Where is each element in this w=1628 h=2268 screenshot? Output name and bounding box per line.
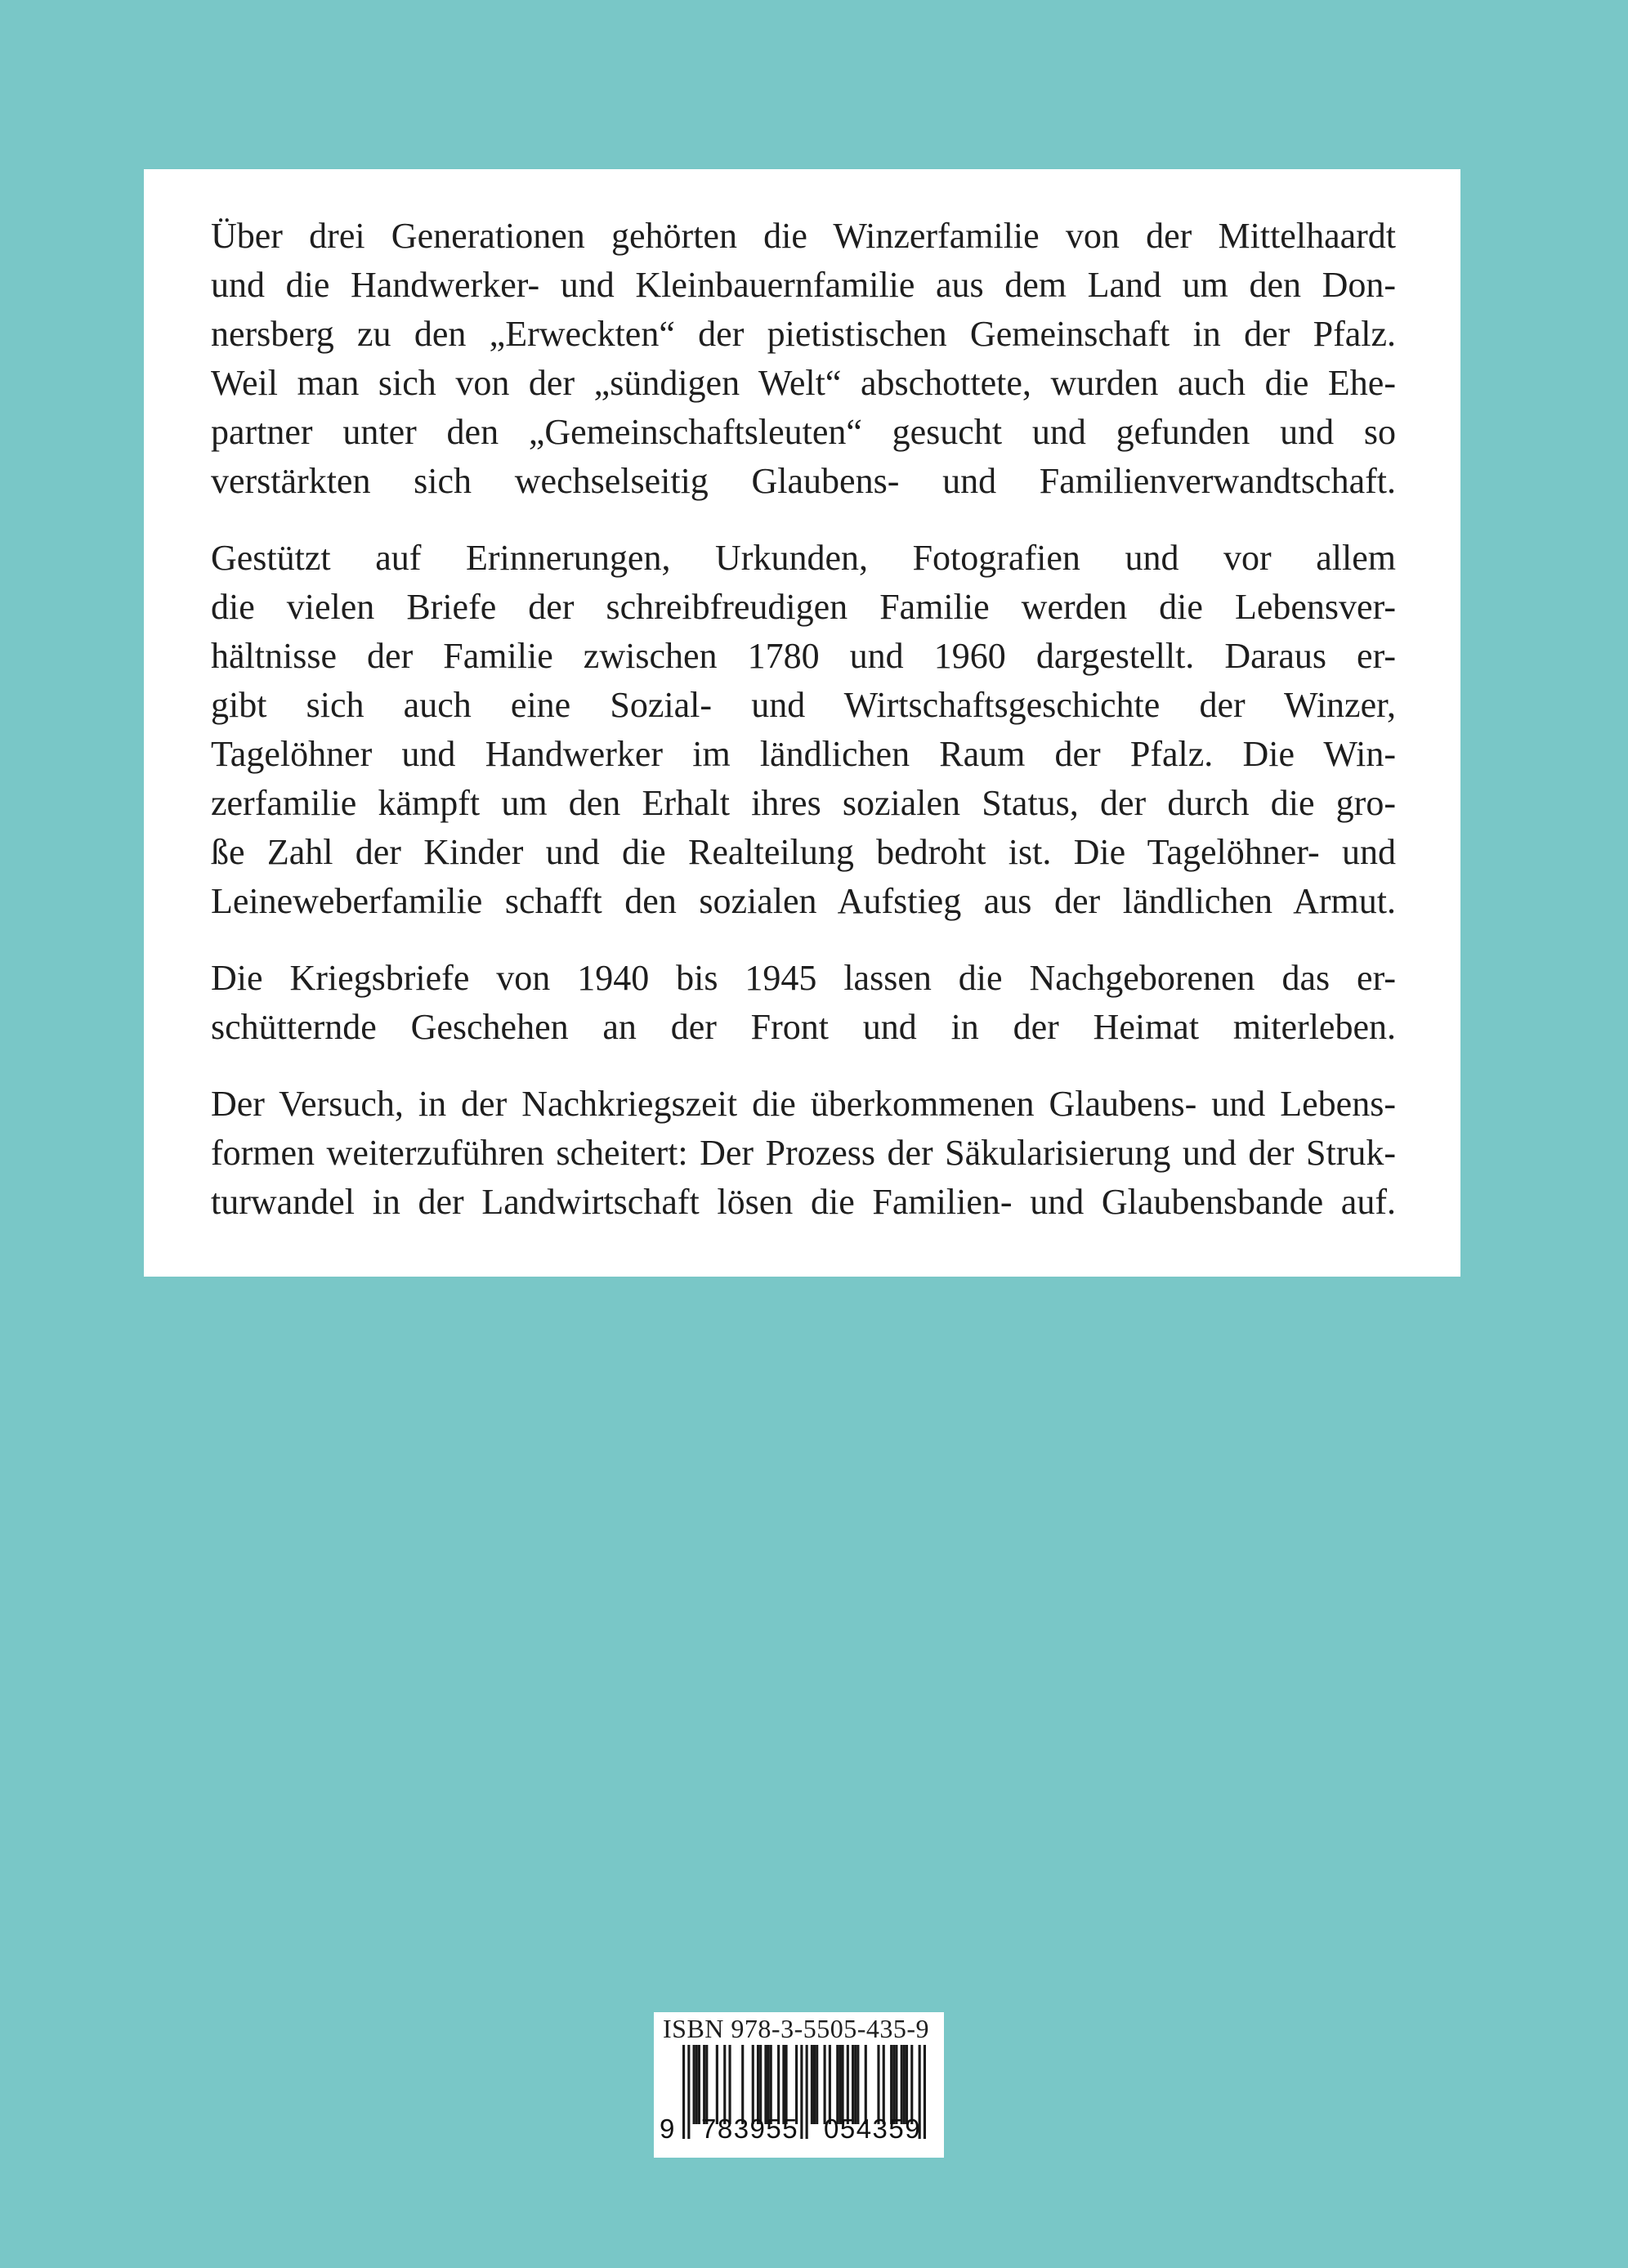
barcode-bar	[856, 2045, 859, 2124]
barcode-bar	[865, 2045, 867, 2124]
barcode-bar	[759, 2045, 762, 2124]
isbn-barcode	[654, 2012, 944, 2158]
text-line: verstärkten sich wechselseitig Glaubens- und Familienverwandtschaft.	[211, 461, 1396, 501]
text-line: nersberg zu den „Erweckten“ der pietistischen Gemeinschaft in der Pfalz.	[211, 314, 1396, 354]
barcode-bar	[687, 2045, 690, 2139]
barcode-bar	[910, 2045, 913, 2124]
barcode-bar	[752, 2045, 754, 2124]
barcode-bar	[813, 2045, 816, 2124]
blurb-paragraph	[211, 534, 1396, 926]
barcode-bar	[890, 2045, 892, 2124]
text-line: Gestützt auf Erinnerungen, Urkunden, Fotografien und vor allem	[211, 538, 1396, 578]
text-line: Die Kriegsbriefe von 1940 bis 1945 lassen die Nachgeborenen das er-	[211, 958, 1396, 998]
barcode-bar	[892, 2045, 895, 2124]
blurb-panel	[144, 169, 1460, 1277]
blurb-paragraph	[211, 1080, 1396, 1227]
text-line: Der Versuch, in der Nachkriegszeit die überkommenen Glaubens- und Lebens-	[211, 1084, 1396, 1124]
barcode-bar	[824, 2045, 826, 2124]
blurb-paragraph	[211, 954, 1396, 1052]
barcode-bar	[895, 2045, 897, 2124]
barcode-bar	[795, 2045, 798, 2124]
text-line: partner unter den „Gemeinschaftsleuten“ gesucht und gefunden und so	[211, 412, 1396, 452]
isbn-label: ISBN 978-3-5505-435-9	[663, 2014, 930, 2043]
barcode-bar	[785, 2045, 787, 2124]
barcode-bar	[903, 2045, 906, 2124]
barcode-bar	[693, 2045, 695, 2124]
text-line: schütternde Geschehen an der Front und in der Heimat miterleben.	[211, 1007, 1396, 1047]
text-line: turwandel in der Landwirtschaft lösen die Familien- und Glaubensbande auf.	[211, 1182, 1396, 1222]
barcode-bar	[877, 2045, 879, 2124]
barcode-bar	[682, 2045, 685, 2139]
barcode-bar	[854, 2045, 856, 2124]
text-line: Leineweberfamilie schafft den sozialen Aufstieg aus der ländlichen Armut.	[211, 881, 1396, 921]
barcode-bar	[777, 2045, 780, 2124]
barcode-bar	[800, 2045, 803, 2139]
barcode-bar	[767, 2045, 770, 2124]
barcode-bar	[705, 2045, 708, 2124]
ean-first-digit: 9	[660, 2114, 676, 2144]
barcode-bar	[924, 2045, 926, 2139]
barcode-bar	[883, 2045, 885, 2124]
text-line: Über drei Generationen gehörten die Winzerfamilie von der Mittelhaardt	[211, 216, 1396, 256]
ean-left-digits: 783955	[701, 2114, 799, 2144]
barcode-bar	[764, 2045, 767, 2124]
barcode-bar	[829, 2045, 831, 2124]
barcode-bar	[901, 2045, 903, 2124]
barcode-bar	[836, 2045, 839, 2124]
text-line: hältnisse der Familie zwischen 1780 und 1960 dargestellt. Daraus er-	[211, 636, 1396, 676]
text-line: und die Handwerker- und Kleinbauernfamilie aus dem Land um den Don-	[211, 265, 1396, 305]
barcode-bar	[698, 2045, 700, 2124]
blurb-text	[211, 212, 1396, 1255]
barcode-bar	[723, 2045, 726, 2124]
barcode-bar	[703, 2045, 705, 2124]
text-line: zerfamilie kämpft um den Erhalt ihres sozialen Status, der durch die gro-	[211, 783, 1396, 823]
blurb-paragraph	[211, 212, 1396, 506]
barcode-bar	[757, 2045, 759, 2124]
text-line: formen weiterzuführen scheitert: Der Prozess der Säkularisierung und der Struk-	[211, 1133, 1396, 1173]
barcode-bar	[811, 2045, 813, 2124]
barcode-bar	[782, 2045, 785, 2124]
text-line: Weil man sich von der „sündigen Welt“ abschottete, wurden auch die Ehe-	[211, 363, 1396, 403]
text-line: ße Zahl der Kinder und die Realteilung bedroht ist. Die Tagelöhner- und	[211, 832, 1396, 872]
barcode-bar	[695, 2045, 698, 2124]
text-line: gibt sich auch eine Sozial- und Wirtschaftsgeschichte der Winzer,	[211, 685, 1396, 725]
text-line: Tagelöhner und Handwerker im ländlichen Raum der Pfalz. Die Win-	[211, 734, 1396, 774]
barcode-bar	[770, 2045, 772, 2124]
barcode-bar	[716, 2045, 718, 2124]
text-line: die vielen Briefe der schreibfreudigen Familie werden die Lebensver-	[211, 587, 1396, 627]
barcode-bar	[847, 2045, 849, 2124]
barcode-bar	[906, 2045, 908, 2124]
barcode-bar	[806, 2045, 808, 2139]
barcode-bar	[728, 2045, 731, 2124]
barcode-bar	[841, 2045, 843, 2124]
barcode-bar	[816, 2045, 818, 2124]
barcode-bar	[852, 2045, 854, 2124]
barcode-bar	[839, 2045, 841, 2124]
ean-right-digits: 054359	[824, 2114, 922, 2144]
barcode-bar	[741, 2045, 744, 2124]
